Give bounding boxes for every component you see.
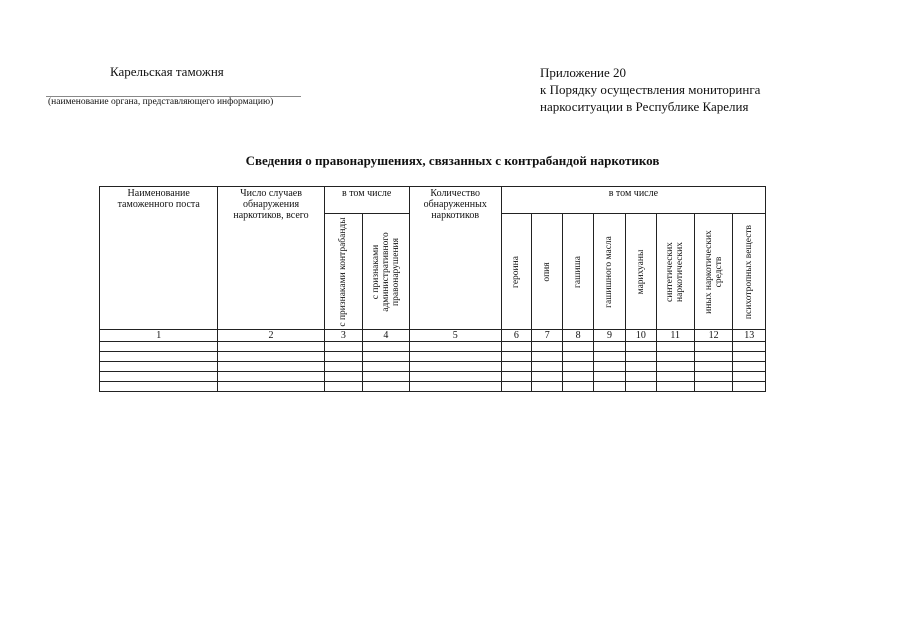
header-hashish-oil: гашишного масла — [593, 214, 625, 330]
header-contraband: с признаками контрабанды — [324, 214, 362, 330]
column-number: 6 — [501, 330, 531, 342]
header-including-2: в том числе — [501, 187, 765, 214]
column-number-row — [100, 330, 766, 342]
table-cell — [563, 342, 593, 352]
appendix-line-3: наркоситуации в Республике Карелия — [540, 99, 749, 114]
header-heroin: героина — [501, 214, 531, 330]
table-cell — [324, 342, 362, 352]
table-cell — [532, 352, 563, 362]
table-cell — [593, 372, 625, 382]
table-cell — [501, 372, 531, 382]
table-cell — [218, 362, 324, 372]
table-cell — [363, 372, 410, 382]
table-cell — [626, 362, 656, 372]
table-cell — [409, 352, 501, 362]
table-cell — [409, 372, 501, 382]
table-cell — [100, 362, 218, 372]
table-cell — [409, 342, 501, 352]
report-table — [99, 186, 766, 392]
column-number: 5 — [409, 330, 501, 342]
header-admin: с признаками административного правонарушения — [363, 214, 410, 330]
table-cell — [593, 342, 625, 352]
table-cell — [409, 382, 501, 392]
column-number: 2 — [218, 330, 324, 342]
table-cell — [694, 382, 732, 392]
header-row-1 — [100, 187, 766, 214]
table-cell — [563, 372, 593, 382]
header-cases: Число случаев обнаружения наркотиков, всего — [218, 187, 324, 330]
table-cell — [218, 342, 324, 352]
table-cell — [593, 362, 625, 372]
organization-caption: (наименование органа, представляющего информацию) — [48, 97, 274, 107]
table-cell — [656, 352, 694, 362]
column-number: 10 — [626, 330, 656, 342]
table-cell — [501, 352, 531, 362]
document-title: Сведения о правонарушениях, связанных с контрабандой наркотиков — [245, 153, 660, 168]
table-cell — [532, 342, 563, 352]
organization-name: Карельская таможня — [110, 64, 224, 79]
table-cell — [324, 352, 362, 362]
header-opium: опия — [532, 214, 563, 330]
header-post: Наименование таможенного поста — [100, 187, 218, 330]
column-number: 1 — [100, 330, 218, 342]
table-cell — [363, 382, 410, 392]
table-cell — [733, 342, 766, 352]
table-cell — [501, 382, 531, 392]
column-number: 13 — [733, 330, 766, 342]
header-other: иных наркотических средств — [694, 214, 732, 330]
table-cell — [694, 352, 732, 362]
table-cell — [694, 372, 732, 382]
table-row — [100, 352, 766, 362]
table-cell — [100, 372, 218, 382]
header-hashish: гашиша — [563, 214, 593, 330]
table-cell — [363, 362, 410, 372]
table-cell — [656, 372, 694, 382]
table-cell — [324, 382, 362, 392]
table-row — [100, 342, 766, 352]
table-cell — [626, 372, 656, 382]
table-cell — [656, 382, 694, 392]
table-cell — [363, 342, 410, 352]
table-cell — [656, 342, 694, 352]
column-number: 12 — [694, 330, 732, 342]
table-cell — [733, 372, 766, 382]
table-cell — [593, 352, 625, 362]
column-number: 11 — [656, 330, 694, 342]
appendix-line-2: к Порядку осуществления мониторинга — [540, 82, 761, 97]
table-cell — [656, 362, 694, 372]
column-number: 9 — [593, 330, 625, 342]
header-quantity: Количество обнаруженных наркотиков — [409, 187, 501, 330]
table-cell — [100, 342, 218, 352]
table-cell — [532, 362, 563, 372]
table-cell — [409, 362, 501, 372]
table-cell — [694, 362, 732, 372]
table-cell — [218, 382, 324, 392]
table-cell — [100, 352, 218, 362]
table-cell — [532, 372, 563, 382]
table-row — [100, 362, 766, 372]
table-cell — [218, 352, 324, 362]
table-cell — [218, 372, 324, 382]
table-cell — [532, 382, 563, 392]
data-rows — [100, 342, 766, 392]
header-including-1: в том числе — [324, 187, 409, 214]
table-cell — [733, 362, 766, 372]
table-cell — [694, 342, 732, 352]
table-cell — [501, 342, 531, 352]
table-cell — [100, 382, 218, 392]
table-cell — [501, 362, 531, 372]
table-cell — [324, 362, 362, 372]
table-cell — [563, 362, 593, 372]
table-cell — [626, 382, 656, 392]
column-number: 4 — [363, 330, 410, 342]
header-marijuana: марихуаны — [626, 214, 656, 330]
table-cell — [563, 352, 593, 362]
table-row — [100, 372, 766, 382]
table-cell — [733, 352, 766, 362]
table-cell — [324, 372, 362, 382]
table-cell — [733, 382, 766, 392]
table-cell — [363, 352, 410, 362]
table-cell — [593, 382, 625, 392]
appendix-block — [540, 64, 760, 115]
column-number: 8 — [563, 330, 593, 342]
table-cell — [626, 342, 656, 352]
appendix-number: Приложение 20 — [540, 65, 627, 80]
column-number: 3 — [324, 330, 362, 342]
table-cell — [626, 352, 656, 362]
header-psychotropic: психотропных веществ — [733, 214, 766, 330]
header-synthetic: синтетических наркотических — [656, 214, 694, 330]
table-cell — [563, 382, 593, 392]
table-row — [100, 382, 766, 392]
column-number: 7 — [532, 330, 563, 342]
